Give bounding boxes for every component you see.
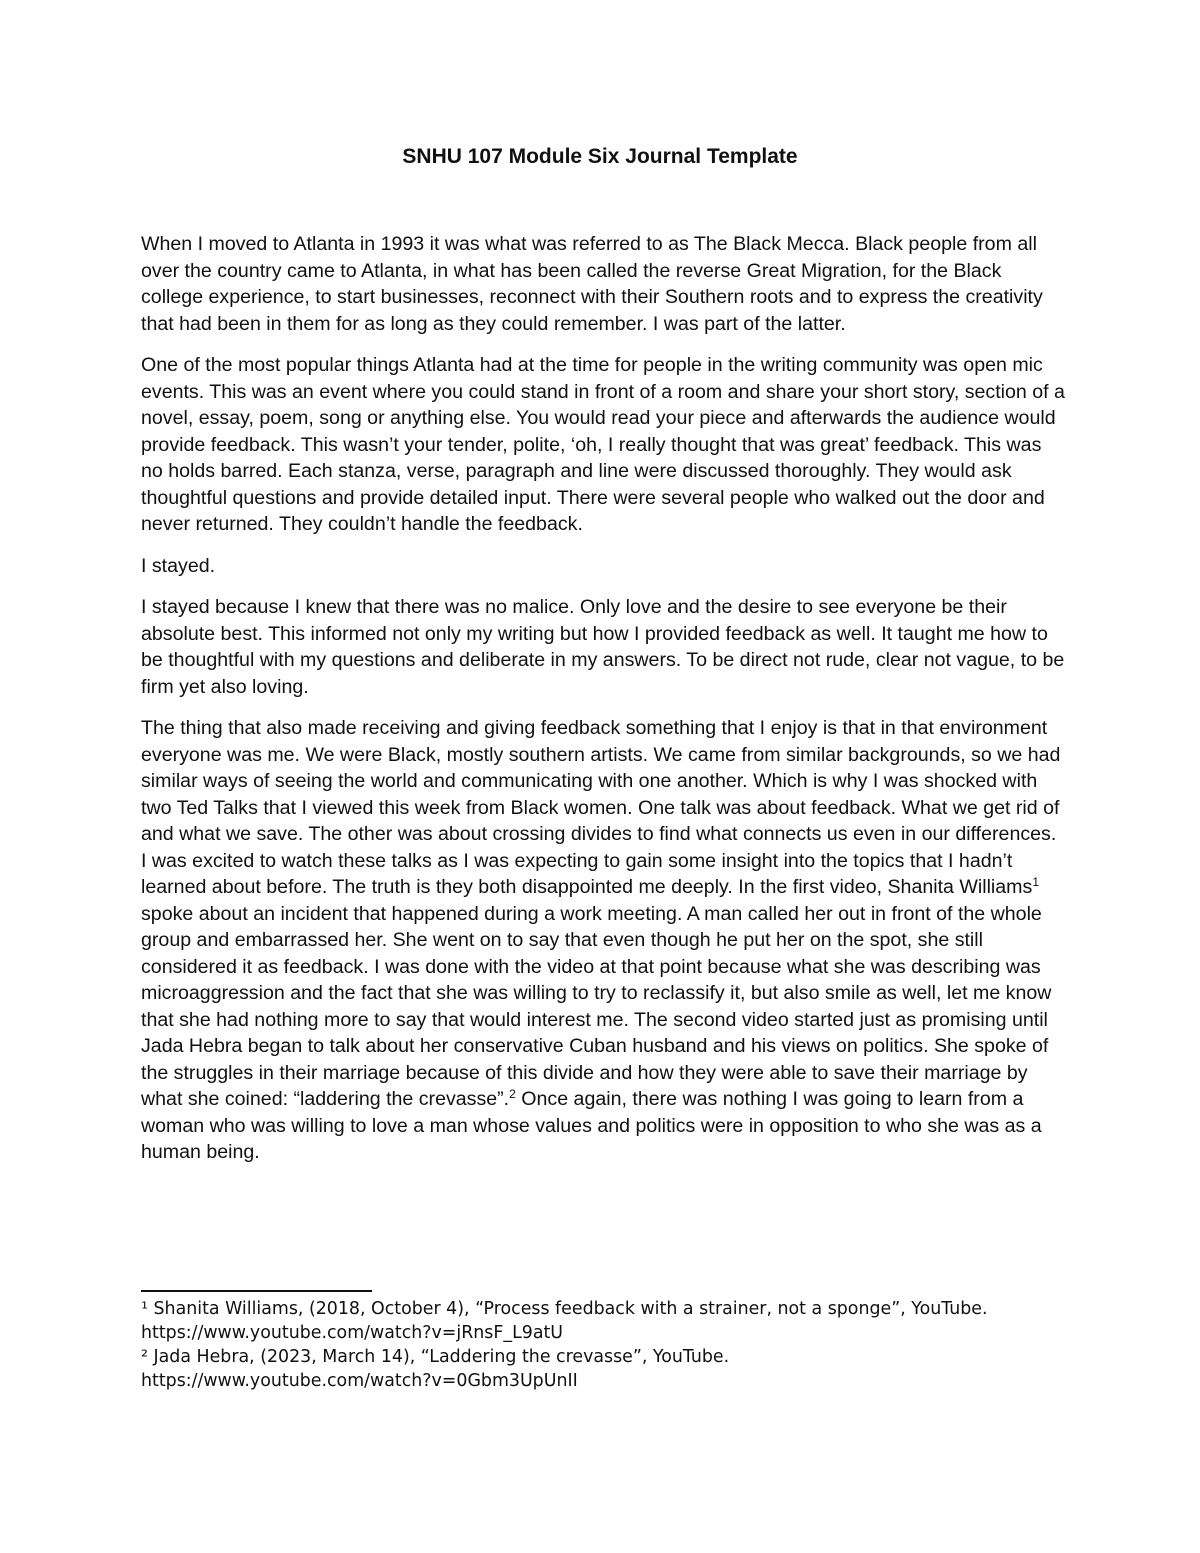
footnote-2: [141, 1345, 1066, 1393]
paragraph-open-mic-events: One of the most popular things Atlanta had at the time for people in the writing community was open mic events. This was an event where you could stand in front of a room and share your short story, section of a novel, essay, poem, song or anything else. You would read your piece and afterwards the audience would provide feedback. This wasn’t your tender, polite, ‘oh, I really thought that was great’ feedback. This was no holds barred. Each stanza, verse, paragraph and line were discussed thoroughly. They would ask thoughtful questions and provide detailed input. There were several people who walked out the door and never returned. They couldn’t handle the feedback.: [141, 354, 1065, 535]
footnote-2-url: https://www.youtube.com/watch?v=0Gbm3UpUnII: [141, 1371, 578, 1391]
footnote-separator: [141, 1290, 372, 1292]
footnote-2-citation: Jada Hebra, (2023, March 14), “Laddering the crevasse”, YouTube.: [147, 1347, 730, 1367]
footnote-1-marker: ¹: [141, 1299, 148, 1319]
paragraph-moving-to-atlanta: When I moved to Atlanta in 1993 it was what was referred to as The Black Mecca. Black people from all over the country came to Atlanta, in what has been called the reverse Great Migration, for the Black college experience, to start businesses, reconnect with their Southern roots and to express the creativity that had been in them for as long as they could remember. I was part of the latter.: [141, 233, 1043, 335]
footnote-reference-2: 2: [509, 1087, 516, 1101]
paragraph-i-stayed: I stayed.: [141, 554, 216, 577]
footnote-1-citation: Shanita Williams, (2018, October 4), “Process feedback with a strainer, not a sponge”, YouTube.: [147, 1299, 988, 1319]
paragraph-ted-talks: [141, 715, 1066, 1166]
footnote-2-marker: ²: [141, 1347, 148, 1367]
paragraph-text-part-1: The thing that also made receiving and giving feedback something that I enjoy is that in that environment everyone was me. We were Black, mostly southern artists. We came from similar backgrounds, so we had similar ways of seeing the world and communicating with one another. Which is why I was shocked with two Ted Talks that I viewed this week from Black women. One talk was about feedback. What we get rid of and what we save. The other was about crossing divides to find what connects us even in our differences. I was excited to watch these talks as I was expecting to gain some insight into the topics that I hadn’t learned about before. The truth is they both disappointed me deeply. In the first video, Shanita Williams: [141, 717, 1061, 898]
document-title: SNHU 107 Module Six Journal Template: [402, 145, 798, 168]
footnote-reference-1: 1: [1032, 875, 1039, 889]
footnote-1: [141, 1297, 1066, 1345]
paragraph-text-part-3: Once again, there was nothing I was going to learn from a woman who was willing to love a man whose values and politics were in opposition to who she was as a human being.: [141, 1088, 1042, 1163]
paragraph-why-i-stayed: I stayed because I knew that there was no malice. Only love and the desire to see everyone be their absolute best. This informed not only my writing but how I provided feedback as well. It taught me how to be thoughtful with my questions and deliberate in my answers. To be direct not rude, clear not vague, to be firm yet also loving.: [141, 596, 1065, 698]
footnote-1-url: https://www.youtube.com/watch?v=jRnsF_L9atU: [141, 1323, 564, 1343]
paragraph-text-part-2: spoke about an incident that happened during a work meeting. A man called her out in front of the whole group and embarrassed her. She went on to say that even though he put her on the spot, she still considered it as feedback. I was done with the video at that point because what she was describing was microaggression and the fact that she was willing to try to reclassify it, but also smile as well, let me know that she had nothing more to say that would interest me. The second video started just as promising until Jada Hebra began to talk about her conservative Cuban husband and his views on politics. She spoke of the struggles in their marriage because of this divide and how they were able to save their marriage by what she coined: “laddering the crevasse”.: [141, 902, 1052, 1110]
footnotes: [141, 1297, 1066, 1393]
document-body: [141, 231, 1066, 1181]
